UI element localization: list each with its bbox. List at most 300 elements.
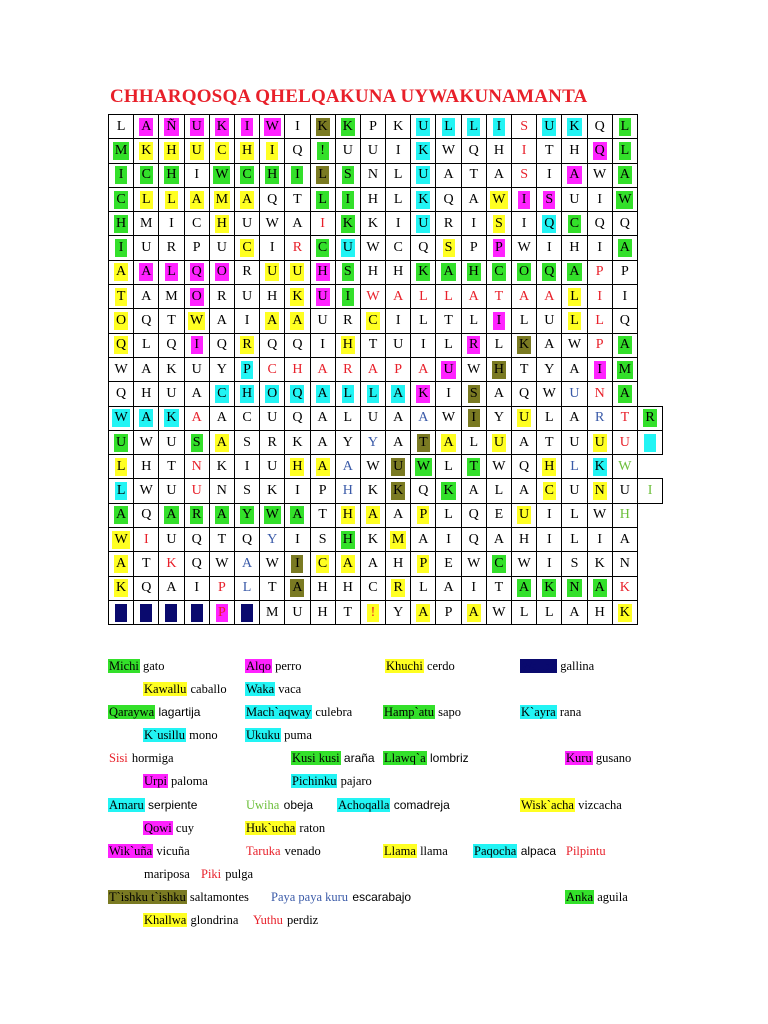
quechua-word: Khuchi bbox=[386, 659, 423, 673]
grid-cell bbox=[109, 406, 134, 430]
quechua-word: Kuru bbox=[566, 751, 592, 765]
grid-letter: U bbox=[544, 118, 555, 134]
grid-cell bbox=[537, 382, 562, 406]
grid-letter: K bbox=[141, 142, 152, 158]
grid-letter: S bbox=[520, 118, 528, 134]
grid-cell bbox=[184, 115, 209, 139]
grid-letter: Q bbox=[141, 507, 152, 523]
grid-letter: K bbox=[216, 118, 227, 134]
grid-letter: L bbox=[444, 458, 453, 474]
grid-cell bbox=[512, 479, 537, 503]
grid-cell bbox=[386, 430, 411, 454]
grid-letter: R bbox=[267, 434, 277, 450]
grid-row bbox=[109, 552, 663, 576]
grid-cell bbox=[436, 115, 461, 139]
grid-letter: K bbox=[216, 458, 227, 474]
grid-cell bbox=[310, 576, 335, 600]
grid-cell bbox=[335, 309, 360, 333]
grid-letter: Q bbox=[267, 337, 278, 353]
grid-letter: A bbox=[191, 385, 202, 401]
grid-letter: A bbox=[569, 361, 580, 377]
grid-letter: I bbox=[518, 191, 530, 209]
grid-cell bbox=[285, 406, 310, 430]
grid-letter: A bbox=[443, 580, 454, 596]
grid-cell bbox=[159, 212, 184, 236]
quechua-word: mariposa bbox=[144, 867, 190, 881]
grid-cell bbox=[587, 552, 612, 576]
grid-letter: I bbox=[471, 215, 477, 231]
grid-cell bbox=[386, 236, 411, 260]
grid-cell bbox=[436, 309, 461, 333]
grid-letter: U bbox=[267, 410, 278, 426]
grid-letter: W bbox=[139, 483, 153, 499]
grid-cell bbox=[612, 115, 637, 139]
grid-cell bbox=[184, 187, 209, 211]
grid-letter: C bbox=[317, 240, 328, 256]
grid-cell bbox=[537, 503, 562, 527]
grid-letter: S bbox=[243, 434, 251, 450]
grid-cell bbox=[159, 430, 184, 454]
quechua-word: Uwiha bbox=[246, 798, 280, 812]
grid-letter: T bbox=[469, 458, 478, 474]
spanish-word: vicuña bbox=[153, 844, 190, 858]
grid-letter: W bbox=[567, 337, 582, 353]
grid-letter: U bbox=[191, 361, 202, 377]
grid-letter: I bbox=[471, 580, 477, 596]
grid-cell bbox=[386, 600, 411, 624]
grid-cell bbox=[209, 455, 234, 479]
grid-letter: T bbox=[494, 288, 504, 304]
grid-cell bbox=[512, 115, 537, 139]
grid-cell bbox=[411, 309, 436, 333]
grid-cell bbox=[209, 576, 234, 600]
grid-letter: A bbox=[367, 555, 379, 571]
grid-letter: I bbox=[244, 313, 250, 329]
legend-entry bbox=[108, 797, 197, 814]
grid-cell bbox=[587, 163, 612, 187]
grid-cell bbox=[537, 333, 562, 357]
grid-cell bbox=[260, 285, 285, 309]
grid-cell bbox=[285, 430, 310, 454]
quechua-word: Qaraywa bbox=[109, 705, 155, 719]
grid-row bbox=[109, 285, 663, 309]
grid-letter: Q bbox=[519, 385, 530, 401]
grid-cell bbox=[461, 528, 486, 552]
grid-letter: A bbox=[292, 507, 303, 523]
grid-cell bbox=[234, 600, 259, 624]
grid-cell bbox=[461, 309, 486, 333]
grid-letter: S bbox=[493, 215, 505, 233]
grid-letter: A bbox=[569, 264, 580, 280]
grid-cell bbox=[109, 455, 134, 479]
grid-letter: K bbox=[367, 483, 379, 499]
grid-row bbox=[109, 576, 663, 600]
grid-cell bbox=[486, 528, 511, 552]
grid-cell bbox=[209, 139, 234, 163]
grid-letter: P bbox=[241, 361, 253, 379]
grid-letter: U bbox=[619, 483, 630, 499]
grid-cell bbox=[335, 406, 360, 430]
grid-cell bbox=[360, 576, 385, 600]
grid-letter: A bbox=[519, 434, 530, 450]
grid-cell bbox=[360, 139, 385, 163]
grid-cell bbox=[411, 576, 436, 600]
grid-cell bbox=[360, 333, 385, 357]
grid-letter: C bbox=[494, 264, 504, 280]
grid-letter: T bbox=[267, 580, 277, 596]
grid-cell bbox=[260, 503, 285, 527]
quechua-word: Anka bbox=[566, 890, 594, 904]
grid-row bbox=[109, 260, 663, 284]
grid-cell bbox=[436, 430, 461, 454]
grid-letter: C bbox=[217, 142, 227, 158]
quechua-word: Llama bbox=[384, 844, 416, 858]
grid-letter: Q bbox=[267, 191, 278, 207]
grid-letter: U bbox=[519, 410, 530, 426]
grid-cell bbox=[209, 285, 234, 309]
grid-letter: I bbox=[169, 215, 174, 231]
grid-cell bbox=[562, 139, 587, 163]
grid-letter: H bbox=[342, 483, 353, 499]
spanish-word: perdiz bbox=[283, 913, 319, 927]
grid-letter: R bbox=[393, 580, 403, 596]
quechua-word: Kawallu bbox=[144, 682, 187, 696]
grid-cell bbox=[109, 528, 134, 552]
grid-cell bbox=[285, 163, 310, 187]
grid-letter: A bbox=[443, 167, 454, 183]
grid-cell bbox=[134, 430, 159, 454]
grid-row bbox=[109, 503, 663, 527]
grid-letter: T bbox=[167, 458, 176, 474]
grid-letter: I bbox=[521, 215, 527, 231]
grid-cell bbox=[109, 139, 134, 163]
grid-letter: L bbox=[343, 410, 353, 426]
grid-letter: L bbox=[419, 288, 428, 304]
grid-letter: Q bbox=[468, 507, 479, 523]
grid-cell bbox=[335, 528, 360, 552]
grid-letter: I bbox=[342, 288, 354, 306]
grid-cell bbox=[612, 382, 637, 406]
grid-letter: U bbox=[619, 434, 630, 450]
legend-entry bbox=[245, 704, 352, 721]
spanish-word: alpaca bbox=[517, 844, 557, 858]
grid-letter: I bbox=[446, 385, 451, 401]
grid-letter: P bbox=[620, 264, 629, 280]
grid-letter: H bbox=[241, 385, 253, 401]
page-title: CHHARQOSQA QHELQAKUNA UYWAKUNAMANTA bbox=[110, 86, 588, 107]
grid-letter: L bbox=[494, 337, 504, 353]
grid-cell bbox=[134, 455, 159, 479]
grid-letter: L bbox=[242, 580, 252, 596]
grid-cell bbox=[134, 260, 159, 284]
grid-letter: K bbox=[594, 555, 605, 571]
grid-cell bbox=[159, 406, 184, 430]
grid-letter: K bbox=[418, 142, 429, 158]
grid-cell bbox=[436, 357, 461, 381]
grid-letter: A bbox=[342, 555, 353, 571]
grid-letter: Q bbox=[468, 142, 479, 158]
grid-letter: T bbox=[293, 191, 302, 207]
spanish-word: serpiente bbox=[144, 798, 198, 812]
grid-cell bbox=[486, 187, 511, 211]
grid-letter: R bbox=[343, 361, 353, 377]
grid-cell bbox=[360, 163, 385, 187]
grid-letter: L bbox=[444, 507, 453, 523]
grid-cell bbox=[310, 115, 335, 139]
grid-cell bbox=[562, 187, 587, 211]
grid-cell bbox=[587, 139, 612, 163]
grid-letter: O bbox=[116, 313, 127, 329]
grid-row bbox=[109, 479, 663, 503]
grid-cell bbox=[285, 212, 310, 236]
grid-cell bbox=[310, 187, 335, 211]
grid-cell bbox=[587, 333, 612, 357]
grid-cell bbox=[109, 236, 134, 260]
legend-entry bbox=[520, 658, 594, 675]
grid-cell bbox=[310, 333, 335, 357]
quechua-word: Waka bbox=[246, 682, 275, 696]
grid-cell bbox=[159, 600, 184, 624]
grid-letter: M bbox=[265, 604, 279, 620]
spanish-word: lagartija bbox=[155, 705, 201, 719]
grid-letter: W bbox=[114, 361, 128, 377]
grid-row bbox=[109, 163, 663, 187]
grid-letter: C bbox=[242, 240, 252, 256]
grid-letter: I bbox=[521, 142, 527, 158]
grid-cell bbox=[335, 357, 360, 381]
grid-cell bbox=[335, 212, 360, 236]
legend-entry bbox=[245, 681, 301, 698]
grid-letter: I bbox=[143, 531, 149, 547]
grid-cell bbox=[612, 139, 637, 163]
grid-cell bbox=[411, 260, 436, 284]
grid-letter: L bbox=[368, 385, 378, 401]
grid-letter: A bbox=[468, 191, 479, 207]
grid-cell bbox=[562, 236, 587, 260]
grid-cell bbox=[360, 187, 385, 211]
grid-letter: A bbox=[619, 337, 630, 353]
grid-cell bbox=[134, 212, 159, 236]
grid-letter: A bbox=[141, 361, 152, 377]
grid-cell bbox=[109, 212, 134, 236]
grid-cell bbox=[184, 260, 209, 284]
spanish-word: pajaro bbox=[337, 774, 372, 788]
grid-letter: Q bbox=[619, 215, 630, 231]
spanish-word: llama bbox=[416, 844, 448, 858]
legend-entry bbox=[520, 797, 622, 814]
grid-letter: I bbox=[597, 240, 602, 256]
grid-letter: I bbox=[241, 118, 253, 136]
grid-cell bbox=[184, 309, 209, 333]
grid-letter: C bbox=[317, 555, 328, 571]
grid-letter: S bbox=[318, 531, 327, 547]
grid-cell bbox=[461, 260, 486, 284]
grid-letter: W bbox=[517, 555, 531, 571]
grid-letter: R bbox=[645, 410, 655, 426]
grid-letter: I bbox=[266, 142, 278, 160]
spanish-word: raton bbox=[296, 821, 326, 835]
grid-letter: A bbox=[393, 385, 404, 401]
grid-letter: I bbox=[320, 337, 325, 353]
grid-cell bbox=[109, 260, 134, 284]
grid-letter: T bbox=[217, 531, 227, 547]
spanish-word: mono bbox=[185, 728, 218, 742]
grid-letter: A bbox=[141, 264, 152, 280]
spanish-word: cerdo bbox=[423, 659, 455, 673]
grid-letter: U bbox=[569, 191, 580, 207]
grid-cell bbox=[360, 236, 385, 260]
grid-letter: U bbox=[367, 410, 379, 426]
grid-letter: K bbox=[544, 580, 555, 596]
grid-cell bbox=[159, 139, 184, 163]
grid-cell bbox=[612, 357, 637, 381]
grid-letter: H bbox=[267, 288, 278, 304]
spanish-word: venado bbox=[281, 844, 321, 858]
grid-cell bbox=[109, 357, 134, 381]
grid-letter: H bbox=[569, 142, 580, 158]
grid-cell bbox=[461, 115, 486, 139]
grid-cell bbox=[260, 576, 285, 600]
grid-cell bbox=[109, 115, 134, 139]
grid-cell bbox=[285, 187, 310, 211]
grid-cell bbox=[562, 552, 587, 576]
grid-cell bbox=[285, 552, 310, 576]
grid-cell bbox=[612, 333, 637, 357]
spanish-word: cuy bbox=[172, 821, 194, 835]
grid-cell bbox=[234, 528, 259, 552]
grid-cell bbox=[159, 479, 184, 503]
spanish-word: araña bbox=[340, 751, 375, 765]
grid-letter: A bbox=[166, 507, 177, 523]
grid-cell bbox=[537, 212, 562, 236]
grid-row bbox=[109, 455, 663, 479]
grid-cell bbox=[486, 479, 511, 503]
grid-cell bbox=[310, 528, 335, 552]
grid-letter: Ñ bbox=[166, 118, 177, 134]
legend-entry bbox=[245, 727, 312, 744]
grid-cell bbox=[486, 285, 511, 309]
grid-cell bbox=[537, 139, 562, 163]
grid-letter: A bbox=[292, 580, 303, 596]
grid-letter: M bbox=[215, 191, 229, 207]
grid-cell bbox=[234, 503, 259, 527]
grid-cell bbox=[436, 552, 461, 576]
grid-cell bbox=[461, 285, 486, 309]
grid-cell bbox=[335, 600, 360, 624]
grid-cell bbox=[587, 406, 612, 430]
grid-cell bbox=[512, 285, 537, 309]
grid-letter: U bbox=[267, 458, 278, 474]
quechua-word: T`ishku t`ishku bbox=[109, 890, 186, 904]
grid-cell bbox=[386, 333, 411, 357]
grid-letter: I bbox=[244, 458, 250, 474]
grid-letter: U bbox=[393, 337, 404, 353]
grid-letter: A bbox=[569, 167, 580, 183]
spanish-word: gato bbox=[139, 659, 165, 673]
grid-letter: O bbox=[519, 264, 530, 280]
grid-cell bbox=[159, 576, 184, 600]
grid-letter: Q bbox=[544, 215, 555, 231]
grid-cell bbox=[587, 357, 612, 381]
grid-cell bbox=[637, 406, 662, 430]
grid-cell bbox=[285, 260, 310, 284]
grid-letter: L bbox=[519, 313, 529, 329]
spanish-word: vaca bbox=[275, 682, 302, 696]
grid-letter: P bbox=[595, 337, 604, 353]
grid-letter: A bbox=[166, 580, 177, 596]
grid-cell bbox=[109, 285, 134, 309]
grid-cell bbox=[209, 212, 234, 236]
grid-letter: Q bbox=[292, 337, 303, 353]
grid-cell bbox=[159, 382, 184, 406]
grid-letter: K bbox=[443, 483, 454, 499]
grid-cell bbox=[260, 357, 285, 381]
grid-cell bbox=[411, 333, 436, 357]
grid-letter: U bbox=[166, 483, 177, 499]
quechua-word: K`ayra bbox=[521, 705, 556, 719]
legend-entry bbox=[245, 843, 321, 860]
quechua-word: Huk`ucha bbox=[246, 821, 296, 835]
grid-letter: L bbox=[469, 434, 478, 450]
grid-cell bbox=[335, 163, 360, 187]
grid-letter: Y bbox=[267, 531, 278, 547]
grid-cell bbox=[637, 479, 662, 503]
grid-letter: W bbox=[366, 240, 380, 256]
grid-cell bbox=[461, 163, 486, 187]
grid-cell bbox=[612, 600, 637, 624]
grid-cell bbox=[260, 455, 285, 479]
grid-cell bbox=[461, 479, 486, 503]
grid-letter: L bbox=[393, 191, 403, 207]
grid-cell bbox=[134, 576, 159, 600]
grid-letter: H bbox=[342, 337, 353, 353]
grid-letter: I bbox=[622, 288, 628, 304]
grid-letter: R bbox=[191, 507, 202, 523]
grid-cell bbox=[587, 430, 612, 454]
grid-cell bbox=[587, 503, 612, 527]
grid-letter: A bbox=[418, 531, 429, 547]
grid-letter: P bbox=[417, 506, 429, 524]
grid-cell bbox=[335, 333, 360, 357]
spanish-word: vizcacha bbox=[574, 798, 622, 812]
grid-cell bbox=[109, 382, 134, 406]
grid-letter: K bbox=[116, 580, 127, 596]
legend-entry bbox=[108, 704, 200, 721]
grid-letter: A bbox=[141, 118, 152, 134]
grid-letter: Q bbox=[166, 337, 177, 353]
quechua-word: K`usillu bbox=[144, 728, 185, 742]
grid-cell bbox=[461, 382, 486, 406]
grid-letter: Y bbox=[544, 361, 555, 377]
grid-letter: R bbox=[217, 288, 227, 304]
grid-letter: S bbox=[443, 239, 455, 257]
grid-letter: K bbox=[166, 555, 177, 571]
grid-cell bbox=[612, 552, 637, 576]
grid-letter: H bbox=[292, 361, 303, 377]
spanish-word: caballo bbox=[187, 682, 227, 696]
quechua-word: Piki bbox=[201, 867, 222, 881]
quechua-word: Hamp`atu bbox=[384, 705, 434, 719]
grid-cell bbox=[360, 115, 385, 139]
grid-cell bbox=[134, 552, 159, 576]
grid-letter: M bbox=[140, 215, 153, 231]
grid-cell bbox=[234, 430, 259, 454]
quechua-word: Wisk`acha bbox=[521, 798, 574, 812]
grid-cell bbox=[386, 576, 411, 600]
grid-cell bbox=[184, 406, 209, 430]
grid-cell bbox=[310, 455, 335, 479]
grid-cell bbox=[411, 600, 436, 624]
